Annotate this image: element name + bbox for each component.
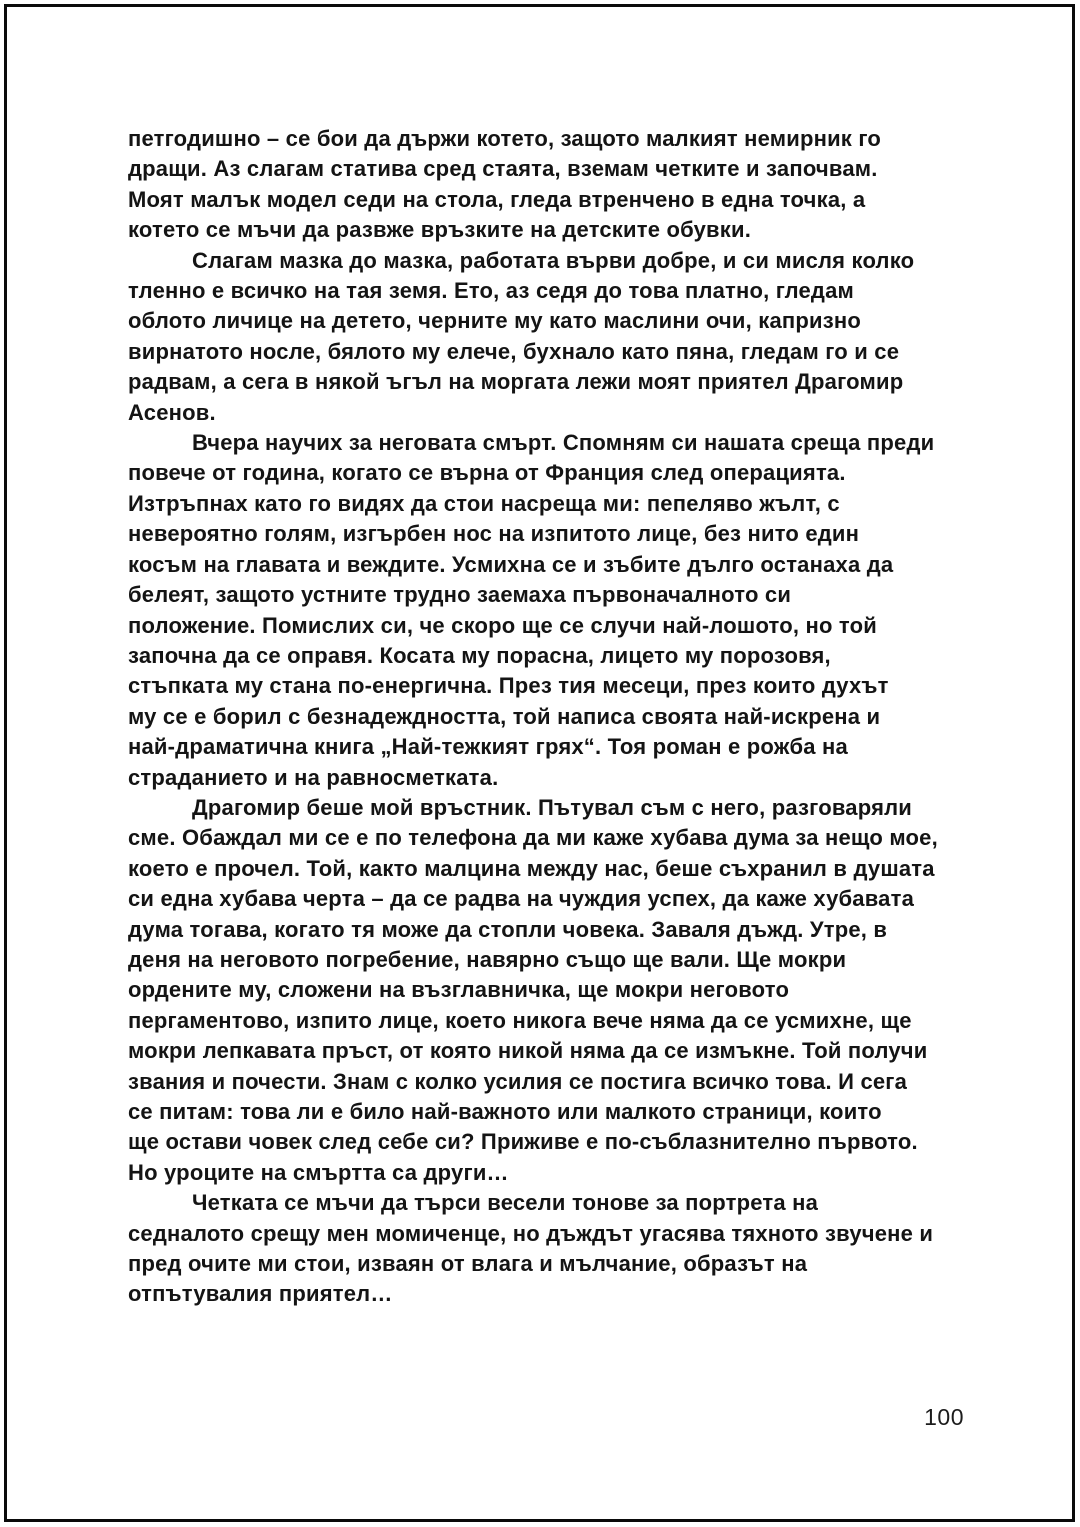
text-line: вирнатото носле, бялото му елече, бухнало като пяна, гледам го и се — [128, 338, 900, 364]
text-line: дума тогава, когато тя може да стопли човека. Заваля дъжд. Утре, в — [128, 916, 888, 942]
page-text — [128, 124, 964, 1310]
text-line: косъм на главата и веждите. Усмихна се и зъбите дълго останаха да — [128, 551, 894, 577]
text-line: невероятно голям, изгърбен нос на изпитото лице, без нито един — [128, 521, 860, 547]
text-line: деня на неговото погребение, навярно също ще вали. Ще мокри — [128, 946, 847, 972]
page-number: 100 — [924, 1404, 964, 1430]
text-line: отпътувалия приятел… — [128, 1281, 393, 1307]
text-line: Драгомир беше мой връстник. Пътувал съм с него, разговаряли — [192, 794, 913, 820]
paragraph — [128, 428, 964, 793]
text-line: Изтръпнах като го видях да стои насреща ми: пепеляво жълт, с — [128, 490, 840, 516]
text-line: радвам, а сега в някой ъгъл на моргата лежи моят приятел Драгомир — [128, 369, 904, 395]
text-line: котето се мъчи да развже връзките на детските обувки. — [128, 217, 752, 243]
text-line: Слагам мазка до мазка, работата върви добре, и си мисля колко — [192, 247, 915, 273]
text-line: Моят малък модел седи на стола, гледа втренчено в една точка, а — [128, 186, 866, 212]
text-line: най-драматична книга „Най-тежкият грях“. Тоя роман е рожба на — [128, 734, 848, 760]
text-line: ордените му, сложени на възглавничка, ще мокри неговото — [128, 977, 790, 1003]
text-line: повече от година, когато се върна от Франция след операцията. — [128, 460, 846, 486]
text-line: което е прочел. Той, както малцина между нас, беше съхранил в душата — [128, 855, 935, 881]
text-line: мокри лепкавата пръст, от която никой няма да се измъкне. Той получи — [128, 1038, 928, 1064]
text-line: ще остави човек след себе си? Приживе е по-съблазнително първото. — [128, 1129, 918, 1155]
paragraph — [128, 124, 964, 246]
text-line: Четката се мъчи да търси весели тонове за портрета на — [192, 1190, 819, 1216]
text-line: звания и почести. Знам с колко усилия се постига всичко това. И сега — [128, 1068, 908, 1094]
text-line: белеят, защото устните трудно заемаха първоначалното си — [128, 582, 792, 608]
text-line: Вчера научих за неговата смърт. Спомням си нашата среща преди — [192, 430, 935, 456]
text-line: му се е борил с безнадеждността, той написа своята най-искрена и — [128, 703, 881, 729]
text-line: Асенов. — [128, 399, 216, 425]
text-line: страданието и на равносметката. — [128, 764, 499, 790]
text-line: Но уроците на смъртта са други… — [128, 1159, 509, 1185]
text-line: си една хубава черта – да се радва на чуждия успех, да каже хубавата — [128, 886, 915, 912]
text-line: стъпката му стана по-енергична. През тия месеци, през които духът — [128, 673, 889, 699]
text-line: положение. Помислих си, че скоро ще се случи най-лошото, но той — [128, 612, 877, 638]
text-line: петгодишно – се бои да държи котето, защото малкият немирник го — [128, 126, 882, 151]
text-line: пергаментово, изпито лице, което никога вече няма да се усмихне, ще — [128, 1007, 912, 1033]
text-line: тленно е всичко на тая земя. Ето, аз седя до това платно, гледам — [128, 278, 854, 304]
text-line: започна да се оправя. Косата му порасна, лицето му порозовя, — [128, 642, 831, 668]
paragraph — [128, 246, 964, 428]
text-line: седналото срещу мен момиченце, но дъждът угасява тяхното звучене и — [128, 1220, 934, 1246]
text-line: сме. Обаждал ми се е по телефона да ми каже хубава дума за нещо мое, — [128, 825, 938, 851]
text-line: пред очите ми стои, изваян от влага и мълчание, образът на — [128, 1251, 808, 1277]
paragraph — [128, 1188, 964, 1310]
paragraph — [128, 793, 964, 1188]
text-line: дращи. Аз слагам статива сред стаята, вземам четките и започвам. — [128, 156, 878, 182]
text-line: се питам: това ли е било най-важното или малкото страници, които — [128, 1099, 882, 1124]
text-line: облото личице на детето, черните му като маслини очи, капризно — [128, 308, 862, 334]
